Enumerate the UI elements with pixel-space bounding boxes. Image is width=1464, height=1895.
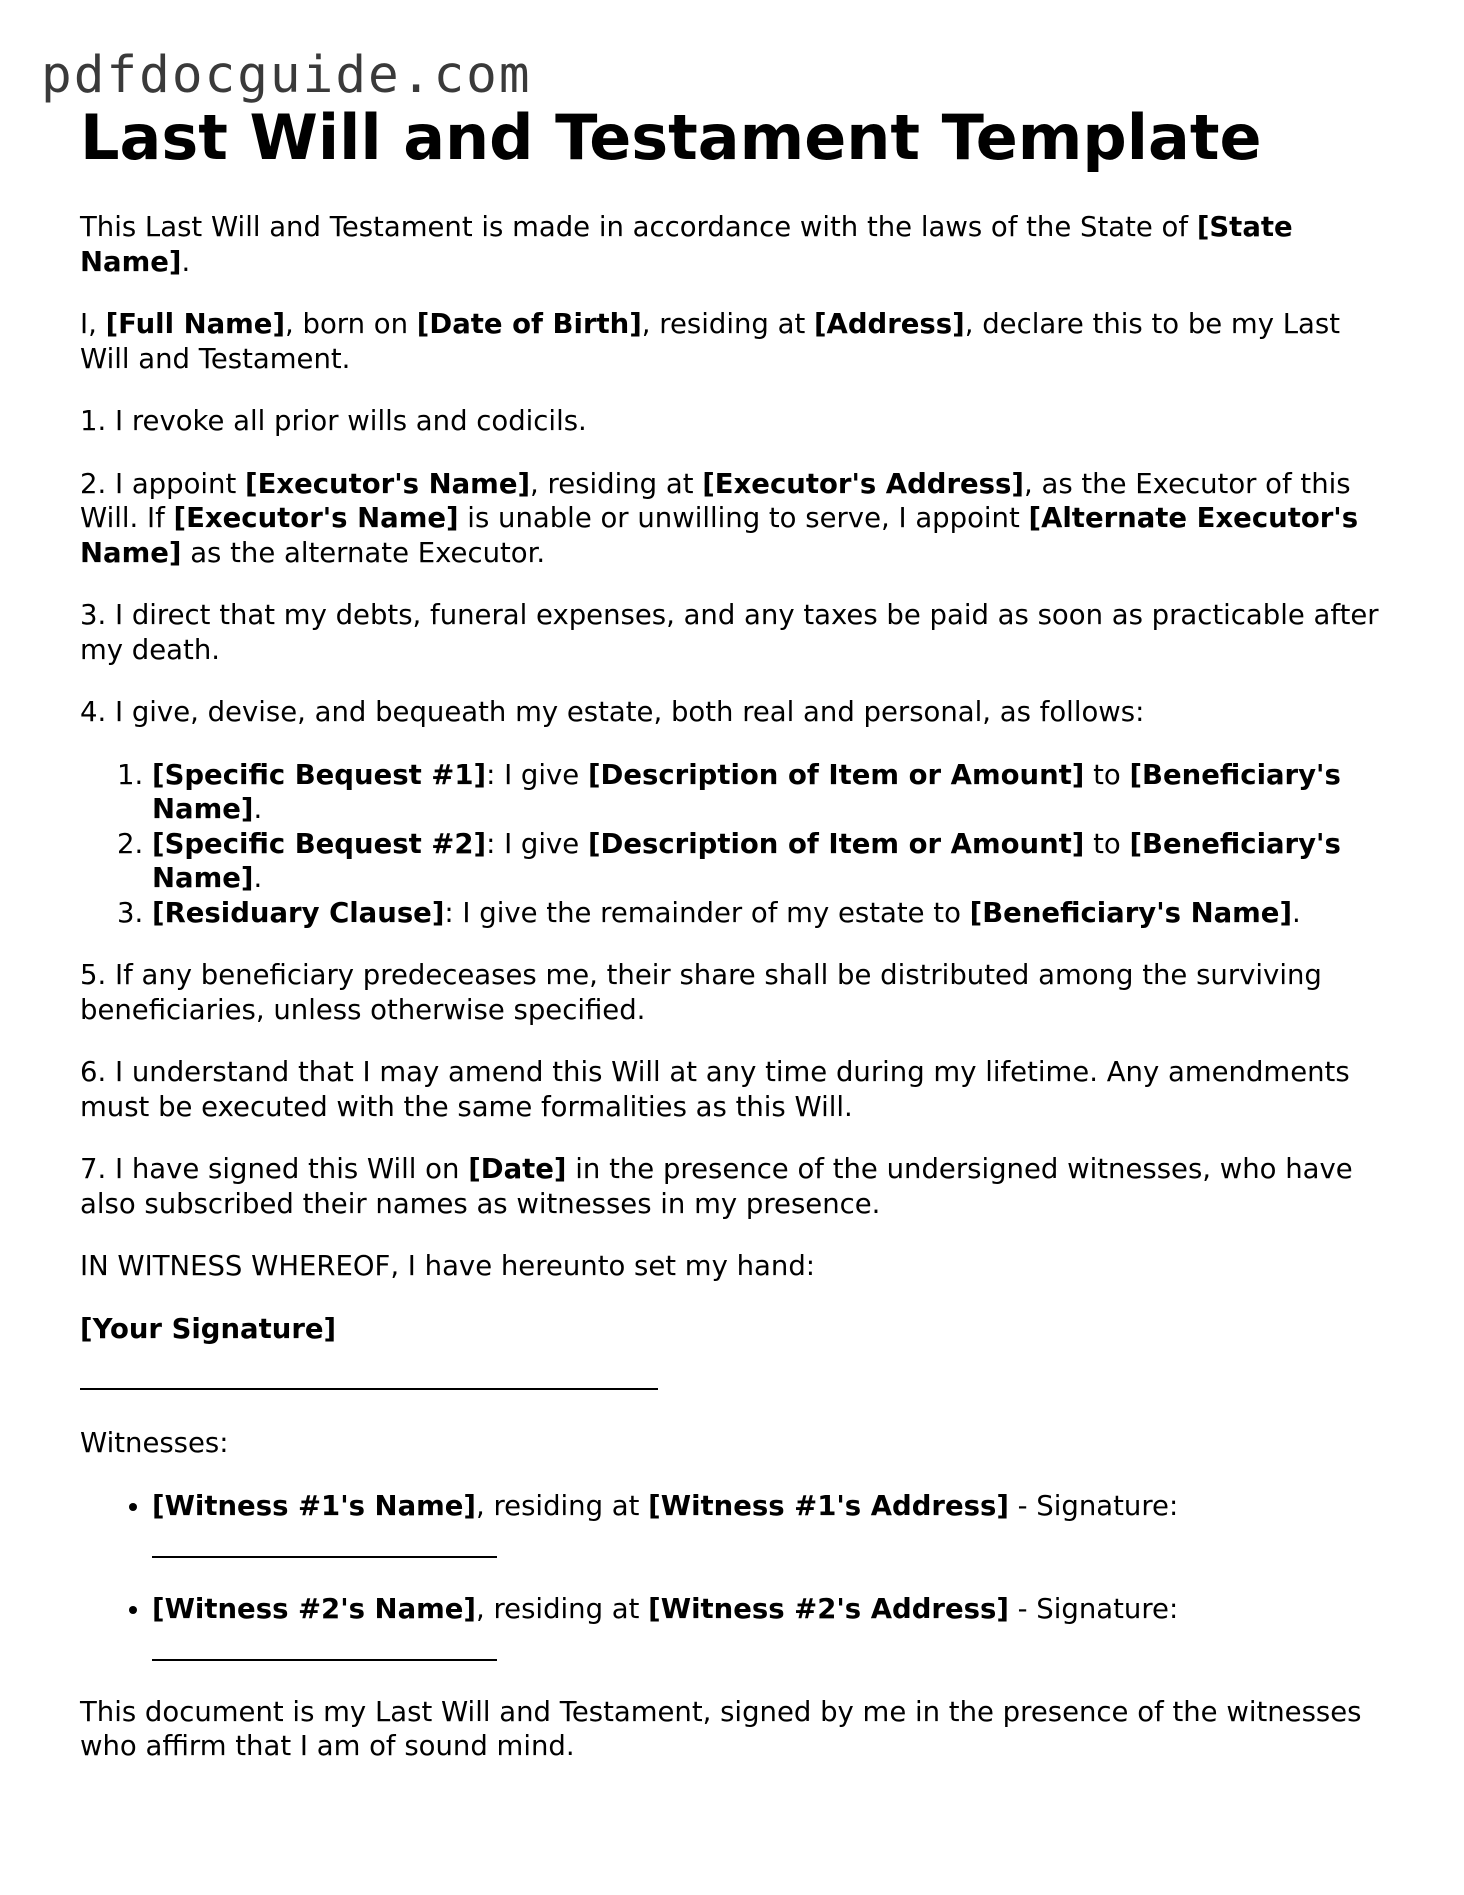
clause-predecease: 5. If any beneficiary predeceases me, their share shall be distributed among the surviving beneficiaries, unless otherwise specified. — [80, 959, 1322, 1026]
clause-estate: 4. I give, devise, and bequeath my estate, both real and personal, as follows: — [80, 696, 1145, 728]
state-name-placeholder: [State Name] — [80, 211, 1293, 278]
witness-whereof: IN WITNESS WHEREOF, I have hereunto set my hand: — [80, 1250, 816, 1282]
closing-paragraph: This document is my Last Will and Testament, signed by me in the presence of the witnesses who affirm that I am of sound mind. — [80, 1695, 1362, 1762]
list-item: • [Witness #1's Name], residing at [Witness #1's Address] - Signature: — [152, 1489, 1390, 1558]
list-item: 3. [Residuary Clause]: I give the remainder of my estate to [Beneficiary's Name]. — [152, 896, 1390, 931]
list-item: 2. [Specific Bequest #2]: I give [Description of Item or Amount] to [Beneficiary's Name]. — [152, 827, 1390, 896]
document-page — [80, 100, 1390, 1792]
clause-revoke: 1. I revoke all prior wills and codicils. — [80, 405, 587, 437]
site-watermark: pdfdocguide.com — [41, 46, 532, 105]
clause-signing: 7. I have signed this Will on [Date] in the presence of the undersigned witnesses, who have also subscribed their names as witnesses in my presence. — [80, 1153, 1353, 1220]
alternate-executor-placeholder: [Alternate Executor's Name] — [80, 502, 1359, 569]
full-name-placeholder: [Full Name] — [105, 308, 286, 340]
clause-debts: 3. I direct that my debts, funeral expenses, and any taxes be paid as soon as practicable after my death. — [80, 599, 1379, 666]
clause-amend: 6. I understand that I may amend this Will at any time during my lifetime. Any amendments must be executed with the same formalities as this Will. — [80, 1056, 1350, 1123]
date-placeholder: [Date] — [468, 1153, 567, 1185]
witness-signature-line[interactable] — [152, 1534, 497, 1558]
witness-signature-line[interactable] — [152, 1637, 497, 1661]
executor-address-placeholder: [Executor's Address] — [702, 467, 1024, 500]
witness-list — [80, 1489, 1390, 1661]
signature-line[interactable] — [80, 1386, 658, 1390]
list-item: 1. [Specific Bequest #1]: I give [Description of Item or Amount] to [Beneficiary's Name]. — [152, 758, 1390, 827]
list-item: • [Witness #2's Name], residing at [Witness #2's Address] - Signature: — [152, 1592, 1390, 1661]
your-signature-label: [Your Signature] — [80, 1312, 337, 1345]
address-placeholder: [Address] — [813, 308, 965, 340]
executor-name-placeholder: [Executor's Name] — [245, 467, 531, 500]
document-title: Last Will and Testament Template — [80, 101, 1262, 174]
document-body — [80, 210, 1390, 1764]
declaration-paragraph: I, [Full Name], born on [Date of Birth], residing at [Address], declare this to be my Last Will and Testament. — [80, 308, 1341, 375]
intro-paragraph: This Last Will and Testament is made in accordance with the laws of the State of [State Name]. — [80, 211, 1293, 278]
bequest-list — [80, 758, 1390, 931]
clause-executor: 2. I appoint [Executor's Name], residing at [Executor's Address], as the Executor of this Will. If [Executor's Name] is unable or unwilling to serve, I appoint [Alternate Executor's Name] as the alternate Executor. — [80, 467, 1359, 569]
date-of-birth-placeholder: [Date of Birth] — [416, 308, 642, 340]
witnesses-label: Witnesses: — [80, 1427, 229, 1459]
executor-name-placeholder: [Executor's Name] — [173, 502, 459, 534]
